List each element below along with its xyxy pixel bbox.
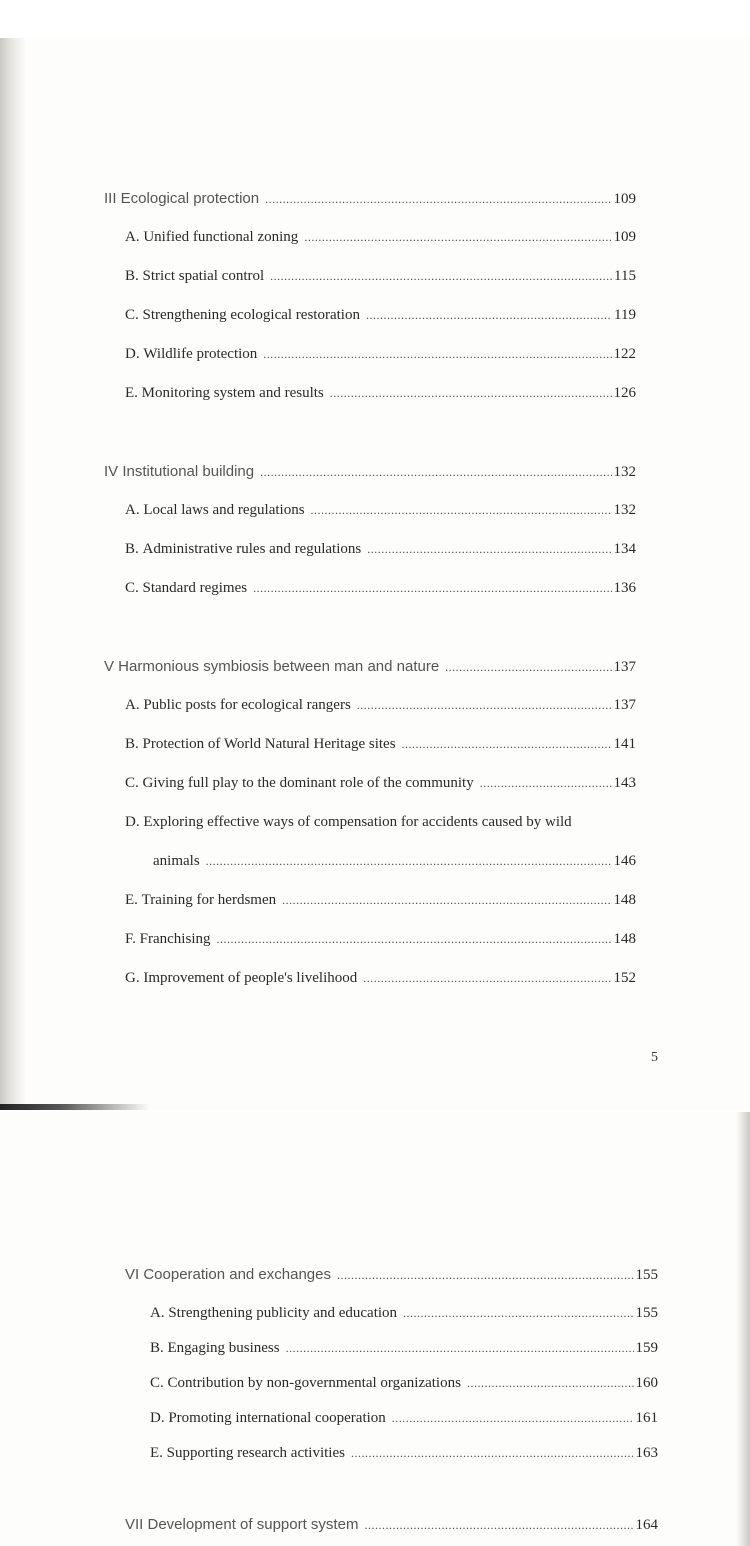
toc-item[interactable] xyxy=(125,814,636,836)
toc-page-2 xyxy=(0,1112,750,1546)
dot-leader xyxy=(282,893,611,908)
toc-section-title: VI Cooperation and exchanges xyxy=(125,1266,331,1283)
toc-page-number: 109 xyxy=(613,191,636,207)
toc-item[interactable] xyxy=(150,1305,658,1327)
toc-item[interactable] xyxy=(125,541,636,563)
toc-item[interactable] xyxy=(150,1375,658,1397)
toc-item-letter: D. xyxy=(150,1410,165,1426)
toc-page-number: 109 xyxy=(613,229,636,245)
toc-item-letter: E. xyxy=(125,385,138,401)
toc-item-text: Strengthening publicity and education xyxy=(168,1305,398,1321)
toc-item-text: Strengthening ecological restoration xyxy=(142,307,360,323)
toc-item-letter: D. xyxy=(125,346,140,362)
toc-page-number: 163 xyxy=(635,1445,658,1461)
toc-item-text: Improvement of people's livelihood xyxy=(143,970,358,986)
toc-page-number: 134 xyxy=(613,541,636,557)
toc-item-text: Engaging business xyxy=(167,1340,280,1356)
toc-item-text: animals xyxy=(153,853,200,869)
toc-section-vi[interactable] xyxy=(125,1266,658,1288)
toc-item-text: Local laws and regulations xyxy=(143,502,305,518)
dot-leader xyxy=(366,308,612,323)
toc-item[interactable] xyxy=(150,1340,658,1362)
toc-page-1 xyxy=(0,38,750,1110)
toc-item-text: Promoting international cooperation xyxy=(168,1410,386,1426)
toc-page-number: 137 xyxy=(613,659,636,675)
toc-section-vii[interactable] xyxy=(125,1516,658,1538)
toc-item[interactable] xyxy=(125,931,636,953)
dot-leader xyxy=(253,581,611,596)
toc-item-letter: A. xyxy=(125,502,140,518)
toc-item-continuation[interactable] xyxy=(153,853,636,875)
dot-leader xyxy=(403,1306,633,1321)
toc-item-text: Training for herdsmen xyxy=(141,892,277,908)
toc-page-number: 137 xyxy=(613,697,636,713)
toc-page-number: 136 xyxy=(613,580,636,596)
toc-item-text: Wildlife protection xyxy=(143,346,258,362)
toc-page-number: 143 xyxy=(613,775,636,791)
toc-page-number: 160 xyxy=(635,1375,658,1391)
toc-section-title: VII Development of support system xyxy=(125,1516,359,1533)
page-number: 5 xyxy=(651,1050,658,1065)
toc-item-letter: C. xyxy=(125,775,139,791)
dot-leader xyxy=(480,776,612,791)
toc-item-letter: B. xyxy=(125,268,139,284)
toc-item[interactable] xyxy=(125,892,636,914)
toc-item[interactable] xyxy=(125,736,636,758)
toc-item[interactable] xyxy=(125,502,636,524)
toc-item-text: Strict spatial control xyxy=(142,268,265,284)
toc-section-iv[interactable] xyxy=(104,463,636,485)
toc-page-number: 148 xyxy=(613,931,636,947)
toc-item[interactable] xyxy=(150,1445,658,1467)
dot-leader xyxy=(364,1518,633,1533)
toc-item[interactable] xyxy=(125,307,636,329)
toc-section-title: IV Institutional building xyxy=(104,463,255,480)
dot-leader xyxy=(363,971,611,986)
toc-page-number: 155 xyxy=(635,1267,658,1283)
dot-leader xyxy=(330,386,612,401)
toc-page-number: 119 xyxy=(614,307,636,323)
toc-item-letter: C. xyxy=(125,580,139,596)
toc-page-number: 132 xyxy=(613,464,636,480)
dot-leader xyxy=(265,192,611,207)
toc-page-number: 152 xyxy=(613,970,636,986)
page-edge-shadow xyxy=(0,1104,150,1110)
toc-page-number: 161 xyxy=(635,1410,658,1426)
toc-item-letter: C. xyxy=(150,1375,164,1391)
toc-page-number: 164 xyxy=(635,1517,658,1533)
toc-item-text: Public posts for ecological rangers xyxy=(143,697,351,713)
toc-section-v[interactable] xyxy=(104,658,636,680)
toc-item-text: Contribution by non-governmental organizations xyxy=(167,1375,461,1391)
toc-item[interactable] xyxy=(150,1410,658,1432)
dot-leader xyxy=(392,1411,634,1426)
toc-section-title: V Harmonious symbiosis between man and nature xyxy=(104,658,440,675)
toc-item[interactable] xyxy=(125,580,636,602)
toc-item-letter: C. xyxy=(125,307,139,323)
toc-item[interactable] xyxy=(125,970,636,992)
toc-page-number: 146 xyxy=(613,853,636,869)
toc-item-letter: A. xyxy=(150,1305,165,1321)
toc-item-letter: B. xyxy=(150,1340,164,1356)
dot-leader xyxy=(311,503,612,518)
toc-section-iii[interactable] xyxy=(104,190,636,212)
toc-item-text: Standard regimes xyxy=(142,580,248,596)
toc-page-number: 115 xyxy=(614,268,636,284)
dot-leader xyxy=(402,737,612,752)
dot-leader xyxy=(206,854,612,869)
toc-item-letter: A. xyxy=(125,697,140,713)
dot-leader xyxy=(357,698,612,713)
page-gutter-shadow xyxy=(736,1112,750,1546)
toc-item-letter: G. xyxy=(125,970,140,986)
dot-leader xyxy=(270,269,612,284)
toc-item-text: Exploring effective ways of compensation for accidents caused by wild xyxy=(143,814,572,830)
dot-leader xyxy=(367,542,611,557)
dot-leader xyxy=(467,1376,634,1391)
toc-item-text: Supporting research activities xyxy=(166,1445,345,1461)
dot-leader xyxy=(445,660,611,675)
dot-leader xyxy=(286,1341,634,1356)
toc-item[interactable] xyxy=(125,346,636,368)
toc-item-letter: A. xyxy=(125,229,140,245)
dot-leader xyxy=(260,465,611,480)
toc-item-text: Unified functional zoning xyxy=(143,229,299,245)
toc-item-letter: E. xyxy=(150,1445,163,1461)
toc-item-text: Administrative rules and regulations xyxy=(142,541,362,557)
toc-item-letter: B. xyxy=(125,736,139,752)
toc-page-number: 141 xyxy=(613,736,636,752)
toc-item-letter: D. xyxy=(125,814,140,830)
toc-item[interactable] xyxy=(125,229,636,251)
toc-item-letter: B. xyxy=(125,541,139,557)
toc-item-text: Giving full play to the dominant role of the community xyxy=(142,775,474,791)
dot-leader xyxy=(337,1268,634,1283)
toc-page-number: 159 xyxy=(635,1340,658,1356)
toc-item-letter: F. xyxy=(125,931,136,947)
dot-leader xyxy=(263,347,611,362)
toc-section-title: III Ecological protection xyxy=(104,190,260,207)
toc-item[interactable] xyxy=(125,385,636,407)
toc-item-text: Protection of World Natural Heritage sites xyxy=(142,736,396,752)
toc-page-number: 132 xyxy=(613,502,636,518)
dot-leader xyxy=(351,1446,634,1461)
dot-leader xyxy=(304,230,611,245)
toc-page-number: 155 xyxy=(635,1305,658,1321)
toc-item-letter: E. xyxy=(125,892,138,908)
toc-item[interactable] xyxy=(125,697,636,719)
toc-item[interactable] xyxy=(125,268,636,290)
toc-item-text: Monitoring system and results xyxy=(141,385,324,401)
toc-page-number: 122 xyxy=(613,346,636,362)
toc-item[interactable] xyxy=(125,775,636,797)
dot-leader xyxy=(216,932,611,947)
toc-page-number: 148 xyxy=(613,892,636,908)
page-gutter-shadow xyxy=(0,38,26,1110)
toc-page-number: 126 xyxy=(613,385,636,401)
toc-item-text: Franchising xyxy=(139,931,211,947)
